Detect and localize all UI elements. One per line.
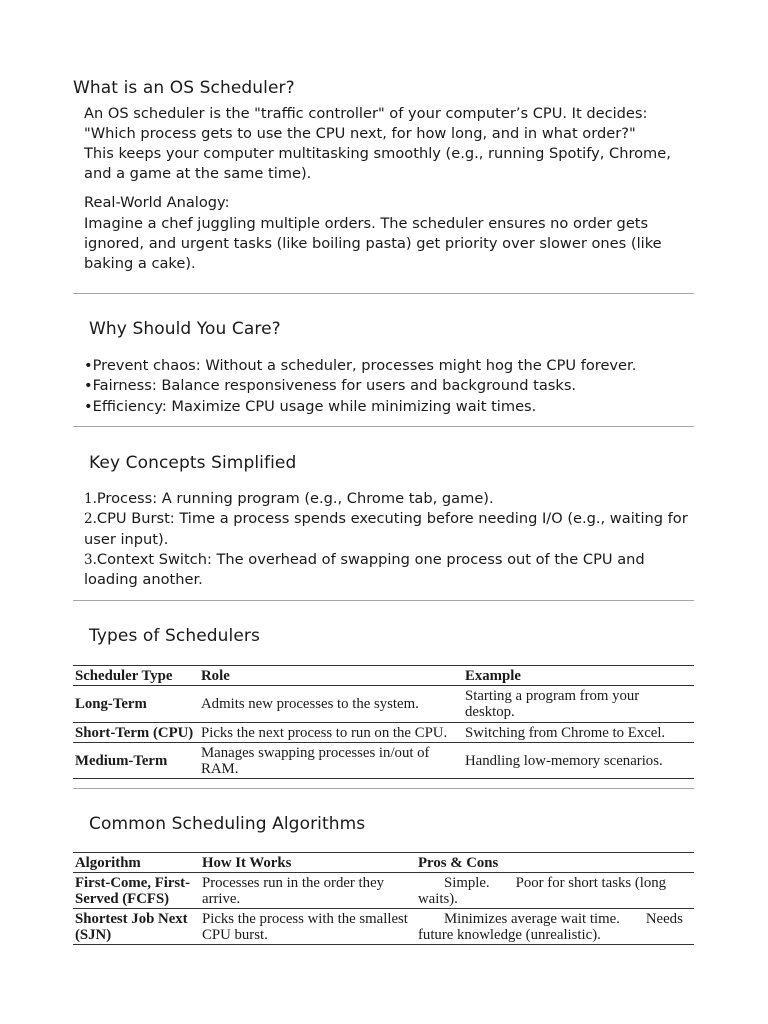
- divider: [73, 426, 694, 427]
- key-concepts-list: [84, 489, 704, 590]
- scheduler-role: Admits new processes to the system.: [201, 696, 419, 712]
- analogy-line: baking a cake).: [84, 255, 196, 272]
- scheduler-types-table: [73, 665, 694, 779]
- analogy-title: Real-World Analogy:: [84, 194, 230, 211]
- intro-line: "Which process gets to use the CPU next, for how long, and in what order?": [84, 125, 636, 142]
- list-number: 2.: [84, 511, 97, 528]
- column-header: Role: [201, 667, 230, 684]
- divider: [73, 600, 694, 601]
- scheduler-role: Manages swapping processes in/out of RAM.: [201, 744, 430, 777]
- table-header-row: [73, 853, 694, 873]
- list-item: •Prevent chaos: Without a scheduler, processes might hog the CPU forever.: [84, 357, 637, 374]
- table-header-row: [73, 666, 694, 686]
- divider: [73, 293, 694, 294]
- intro-line: An OS scheduler is the "traffic controller" of your computer’s CPU. It decides:: [84, 105, 648, 122]
- scheduler-example: Handling low-memory scenarios.: [465, 752, 663, 769]
- table-row: [73, 743, 694, 779]
- list-item: 2.CPU Burst: Time a process spends executing before needing I/O (e.g., waiting for user input).: [84, 510, 688, 548]
- intro-line: This keeps your computer multitasking smoothly (e.g., running Spotify, Chrome,: [84, 145, 671, 162]
- intro-paragraph: [84, 104, 704, 184]
- algorithm-pros-cons: Simple. Poor for short tasks (long waits).: [418, 874, 667, 907]
- table-row: [73, 873, 694, 909]
- algorithm-name: First-Come, First- Served (FCFS): [75, 874, 191, 907]
- heading-types-schedulers: Types of Schedulers: [89, 626, 260, 646]
- column-header: Algorithm: [75, 854, 141, 871]
- scheduler-example: Switching from Chrome to Excel.: [465, 724, 666, 741]
- divider: [73, 788, 694, 789]
- scheduler-role: Picks the next process to run on the CPU.: [201, 724, 448, 741]
- algorithm-pros-cons: Minimizes average wait time. Needs future knowledge (unrealistic).: [418, 910, 683, 943]
- scheduler-type: Long-Term: [75, 696, 147, 712]
- algorithms-table: [73, 852, 694, 945]
- intro-line: and a game at the same time).: [84, 165, 312, 182]
- heading-algorithms: Common Scheduling Algorithms: [89, 814, 366, 834]
- heading-what-is-scheduler: What is an OS Scheduler?: [73, 78, 295, 98]
- algorithm-how: Processes run in the order they arrive.: [202, 874, 385, 907]
- list-item: 3.Context Switch: The overhead of swapping one process out of the CPU and loading another.: [84, 550, 645, 589]
- algorithm-name: Shortest Job Next (SJN): [75, 910, 188, 943]
- list-item: •Efficiency: Maximize CPU usage while minimizing wait times.: [84, 397, 537, 415]
- scheduler-example: Starting a program from your desktop.: [465, 688, 640, 720]
- analogy-line: Imagine a chef juggling multiple orders. The scheduler ensures no order gets: [84, 215, 649, 232]
- column-header: Scheduler Type: [75, 667, 173, 684]
- table-row: [73, 723, 694, 743]
- why-care-list: [84, 356, 704, 417]
- scheduler-type: Medium-Term: [75, 752, 168, 769]
- column-header: Example: [465, 667, 521, 684]
- list-item: •Fairness: Balance responsiveness for users and background tasks.: [84, 377, 577, 395]
- list-item: 1.Process: A running program (e.g., Chrome tab, game).: [84, 490, 494, 507]
- table-row: [73, 686, 694, 723]
- column-header: How It Works: [202, 854, 292, 871]
- heading-why-care: Why Should You Care?: [89, 319, 281, 339]
- heading-key-concepts: Key Concepts Simplified: [89, 453, 297, 473]
- analogy-line: ignored, and urgent tasks (like boiling pasta) get priority over slower ones (like: [84, 235, 662, 252]
- scheduler-type: Short-Term (CPU): [75, 724, 194, 741]
- algorithm-how: Picks the process with the smallest CPU burst.: [202, 910, 408, 943]
- analogy-paragraph: [84, 214, 704, 274]
- list-number: 1.: [84, 491, 97, 507]
- table-row: [73, 909, 694, 945]
- column-header: Pros & Cons: [418, 854, 499, 871]
- list-number: 3.: [84, 551, 97, 568]
